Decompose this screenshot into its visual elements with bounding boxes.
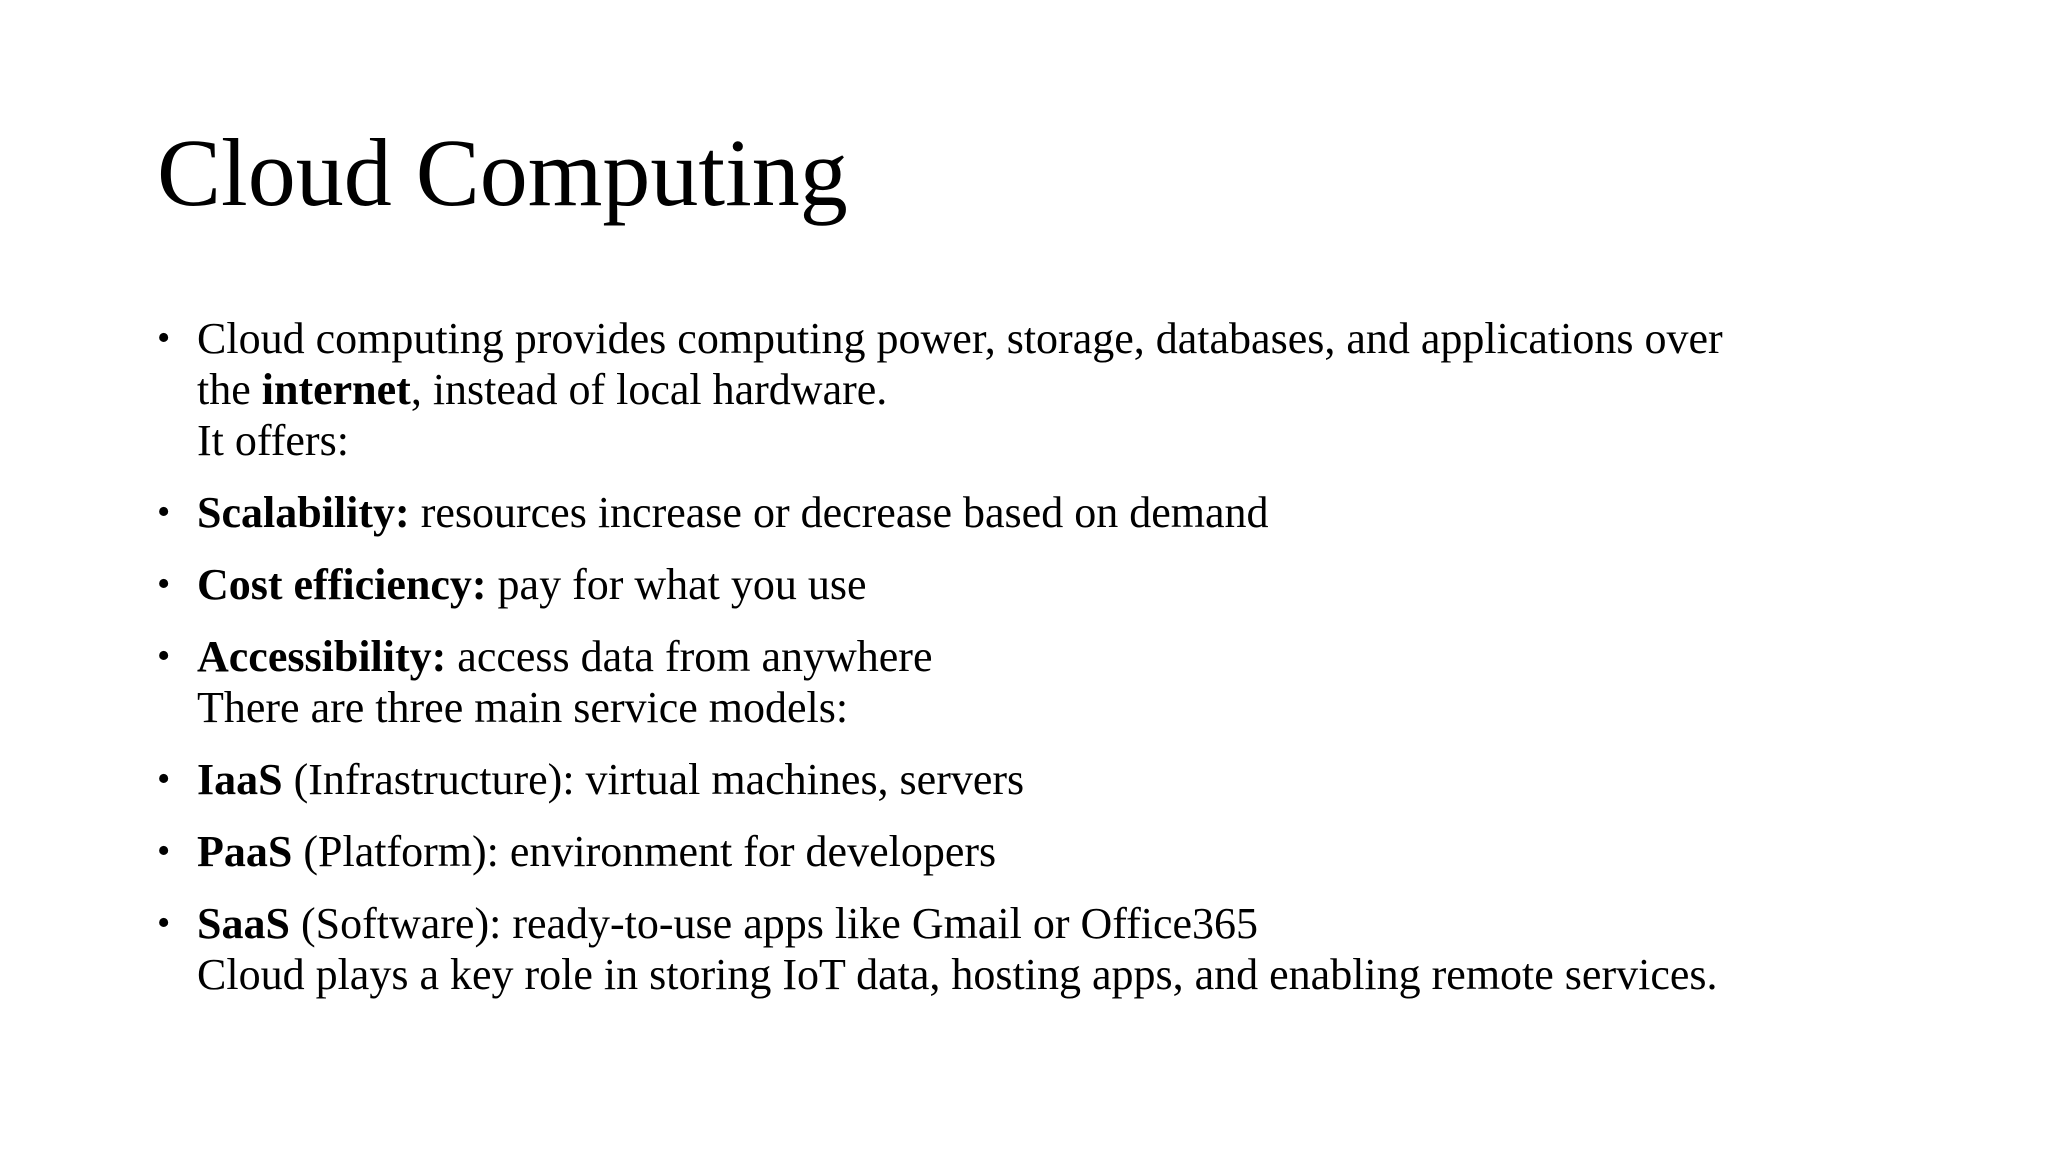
bullet-icon: • [157,830,171,872]
bullet-line: There are three main service models: [197,683,849,732]
bullet-scalability [157,487,1937,538]
bold-term: PaaS [197,827,293,876]
bullet-line: Cloud plays a key role in storing IoT data, hosting apps, and enabling remote services. [197,950,1718,999]
bullet-icon: • [157,563,171,605]
bullet-line: the internet, instead of local hardware. [197,365,888,414]
bullet-line: PaaS (Platform): environment for developers [197,827,997,876]
bullet-iaas [157,754,1937,805]
bullet-icon: • [157,491,171,533]
bullet-icon: • [157,902,171,944]
bullet-list [157,313,1937,1021]
bold-term: Cost efficiency: [197,560,487,609]
bullet-line: SaaS (Software): ready-to-use apps like Gmail or Office365 [197,899,1259,948]
bold-term: Scalability: [197,488,410,537]
bullet-icon: • [157,758,171,800]
bullet-saas [157,898,1937,1000]
bold-term: internet [261,365,411,414]
bullet-icon: • [157,635,171,677]
bullet-icon: • [157,317,171,359]
bullet-paas [157,826,1937,877]
bullet-line: IaaS (Infrastructure): virtual machines, servers [197,755,1025,804]
bullet-line: Cloud computing provides computing power, storage, databases, and applications over [197,314,1723,363]
bold-term: IaaS [197,755,283,804]
bullet-accessibility [157,631,1937,733]
bullet-line: Cost efficiency: pay for what you use [197,560,867,609]
bold-term: Accessibility: [197,632,447,681]
bullet-cost-efficiency [157,559,1937,610]
slide-title: Cloud Computing [157,119,848,226]
bullet-line: Accessibility: access data from anywhere [197,632,933,681]
bold-term: SaaS [197,899,290,948]
bullet-line: Scalability: resources increase or decrease based on demand [197,488,1269,537]
bullet-cloud-definition [157,313,1937,466]
bullet-line: It offers: [197,416,349,465]
